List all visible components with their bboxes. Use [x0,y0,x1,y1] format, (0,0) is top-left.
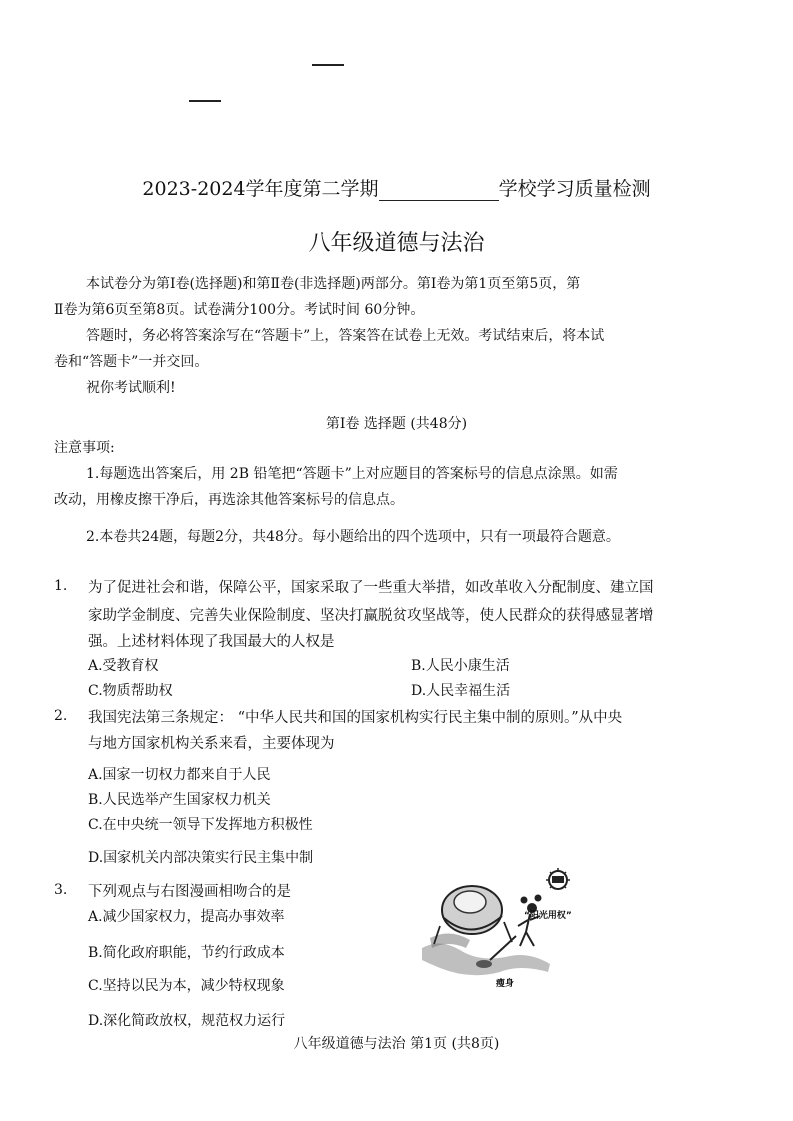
question-3-option-c[interactable]: C.坚持以民为本，减少特权现象 [88,978,285,994]
question-1-line-2: 家助学金制度、完善失业保险制度、坚决打赢脱贫攻坚战等，使人民群众的获得感显著增 [88,608,654,624]
top-dash-1 [312,64,344,66]
question-2-option-c[interactable]: C.在中央统一领导下发挥地方积极性 [88,817,313,833]
question-1-line-3: 强。上述材料体现了我国最大的人权是 [88,634,335,650]
question-1-option-b[interactable]: B.人民小康生活 [411,658,510,674]
question-2-line-2: 与地方国家机构关系来看，主要体现为 [88,736,335,752]
question-2-option-d[interactable]: D.国家机关内部决策实行民主集中制 [88,850,314,866]
exam-title-prefix: 2023-2024学年度第二学期 [142,178,379,200]
question-3-option-d[interactable]: D.深化简政放权，规范权力运行 [88,1013,286,1029]
question-1-option-c[interactable]: C.物质帮助权 [88,683,173,699]
intro-line-2: Ⅱ卷为第6页至第8页。试卷满分100分。考试时间 60分钟。 [54,302,425,318]
intro-line-1: 本试卷分为第Ⅰ卷(选择题)和第Ⅱ卷(非选择题)两部分。第Ⅰ卷为第1页至第5页，第 [86,276,581,292]
question-3-option-b[interactable]: B.简化政府职能，节约行政成本 [88,945,285,961]
top-dash-2 [189,100,221,102]
question-3-number: 3. [54,882,68,898]
question-2-number: 2. [54,708,68,724]
question-2-option-b[interactable]: B.人民选举产生国家权力机关 [88,792,271,808]
question-2-option-a[interactable]: A.国家一切权力都来自于人民 [88,767,271,783]
cartoon-illustration [420,868,570,1018]
question-3-option-a[interactable]: A.减少国家权力，提高办事效率 [88,909,285,925]
intro-line-3: 答题时，务必将答案涂写在“答题卡”上，答案答在试卷上无效。考试结束后，将本试 [86,328,605,344]
question-1-option-d[interactable]: D.人民幸福生活 [411,683,511,699]
school-name-blank [379,182,499,201]
question-1-line-1: 为了促进社会和谐，保障公平，国家采取了一些重大举措，如改革收入分配制度、建立国 [88,580,654,596]
notice-1-line-2: 改动，用橡皮擦干净后，再选涂其他答案标号的信息点。 [54,492,404,508]
intro-line-4: 卷和“答题卡”一并交回。 [54,354,209,370]
exam-subtitle: 八年级道德与法治 [308,231,485,256]
notice-label: 注意事项: [54,440,115,456]
cartoon-drawing [420,868,570,1018]
exam-title [0,174,793,201]
notice-2: 2.本卷共24题，每题2分，共48分。每小题给出的四个选项中，只有一项最符合题意。 [86,529,620,545]
cartoon-sign-text: “阳光用权” [524,911,572,921]
question-2-line-1: 我国宪法第三条规定： “中华人民共和国的国家机构实行民主集中制的原则。”从中央 [88,710,623,726]
notice-1-line-1: 1.每题选出答案后，用 2B 铅笔把“答题卡”上对应题目的答案标号的信息点涂黑。如需 [86,466,618,482]
question-1-option-a[interactable]: A.受教育权 [88,658,159,674]
page-footer: 八年级道德与法治 第1页 (共8页) [293,1036,500,1052]
exam-title-suffix: 学校学习质量检测 [498,178,651,200]
section-title: 第Ⅰ卷 选择题 (共48分) [325,416,468,432]
question-3-line-1: 下列观点与右图漫画相吻合的是 [88,884,291,900]
cartoon-caption: 瘦身 [496,979,515,989]
intro-line-5: 祝你考试顺利! [86,380,176,396]
question-1-number: 1. [54,578,68,594]
